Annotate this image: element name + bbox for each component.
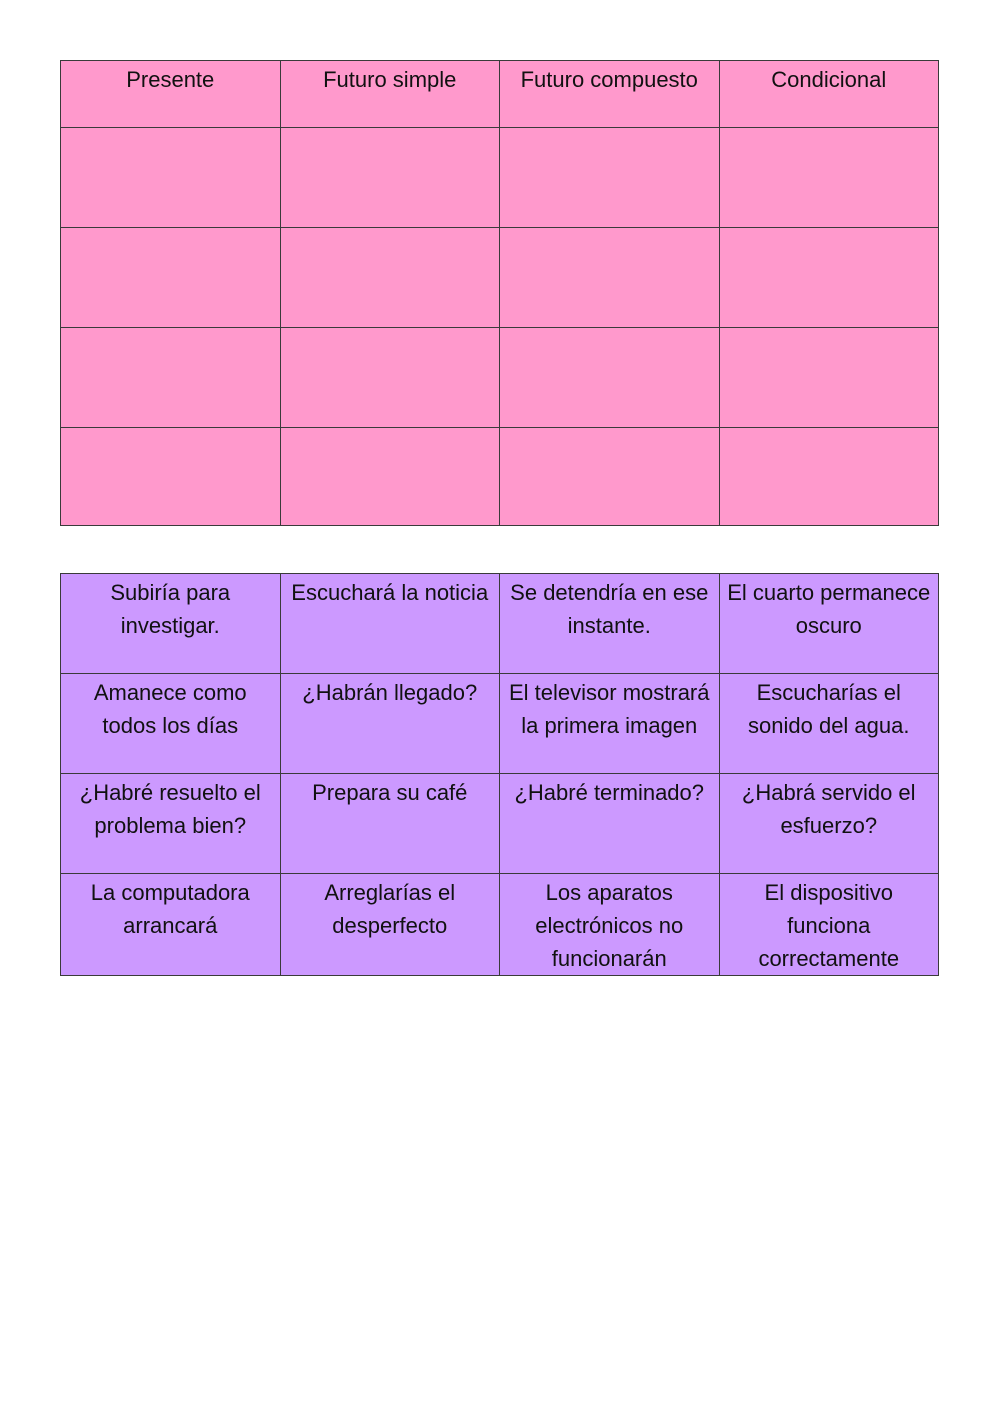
drop-cell[interactable] [719, 228, 939, 328]
drop-cell[interactable] [500, 428, 720, 526]
sentence-card[interactable]: El televisor mostrará la primera imagen [500, 674, 720, 774]
sentence-row [61, 574, 939, 674]
header-futuro-compuesto: Futuro compuesto [500, 61, 720, 128]
drop-row [61, 228, 939, 328]
sentence-card[interactable]: Amanece como todos los días [61, 674, 281, 774]
drop-cell[interactable] [280, 128, 500, 228]
sentence-card[interactable]: Los aparatos electrónicos no funcionarán [500, 874, 720, 976]
header-presente: Presente [61, 61, 281, 128]
tense-header-row [61, 61, 939, 128]
sentence-card[interactable]: ¿Habré resuelto el problema bien? [61, 774, 281, 874]
drop-cell[interactable] [719, 428, 939, 526]
sentence-card[interactable]: El dispositivo funciona correctamente [719, 874, 939, 976]
sentence-card[interactable]: Arreglarías el desperfecto [280, 874, 500, 976]
drop-cell[interactable] [500, 328, 720, 428]
drop-cell[interactable] [61, 128, 281, 228]
sentence-row [61, 874, 939, 976]
drop-cell[interactable] [719, 128, 939, 228]
drop-row [61, 328, 939, 428]
drop-cell[interactable] [61, 428, 281, 526]
drop-cell[interactable] [719, 328, 939, 428]
sentence-cards-table [60, 573, 939, 976]
drop-cell[interactable] [500, 128, 720, 228]
drop-cell[interactable] [61, 228, 281, 328]
sentence-row [61, 674, 939, 774]
sentence-row [61, 774, 939, 874]
drop-cell[interactable] [61, 328, 281, 428]
sentence-card[interactable]: Escucharías el sonido del agua. [719, 674, 939, 774]
header-condicional: Condicional [719, 61, 939, 128]
drop-row [61, 428, 939, 526]
sentence-card[interactable]: El cuarto permanece oscuro [719, 574, 939, 674]
sentence-card[interactable]: ¿Habrán llegado? [280, 674, 500, 774]
sentence-card[interactable]: Escuchará la noticia [280, 574, 500, 674]
header-futuro-simple: Futuro simple [280, 61, 500, 128]
sentence-card[interactable]: Subiría para investigar. [61, 574, 281, 674]
sentence-card[interactable]: ¿Habré terminado? [500, 774, 720, 874]
sentence-card[interactable]: Se detendría en ese instante. [500, 574, 720, 674]
drop-cell[interactable] [280, 428, 500, 526]
sentence-card[interactable]: Prepara su café [280, 774, 500, 874]
tense-classification-table [60, 60, 939, 526]
drop-cell[interactable] [500, 228, 720, 328]
sentence-card[interactable]: ¿Habrá servido el esfuerzo? [719, 774, 939, 874]
sentence-card[interactable]: La computadora arrancará [61, 874, 281, 976]
drop-cell[interactable] [280, 328, 500, 428]
drop-row [61, 128, 939, 228]
drop-cell[interactable] [280, 228, 500, 328]
